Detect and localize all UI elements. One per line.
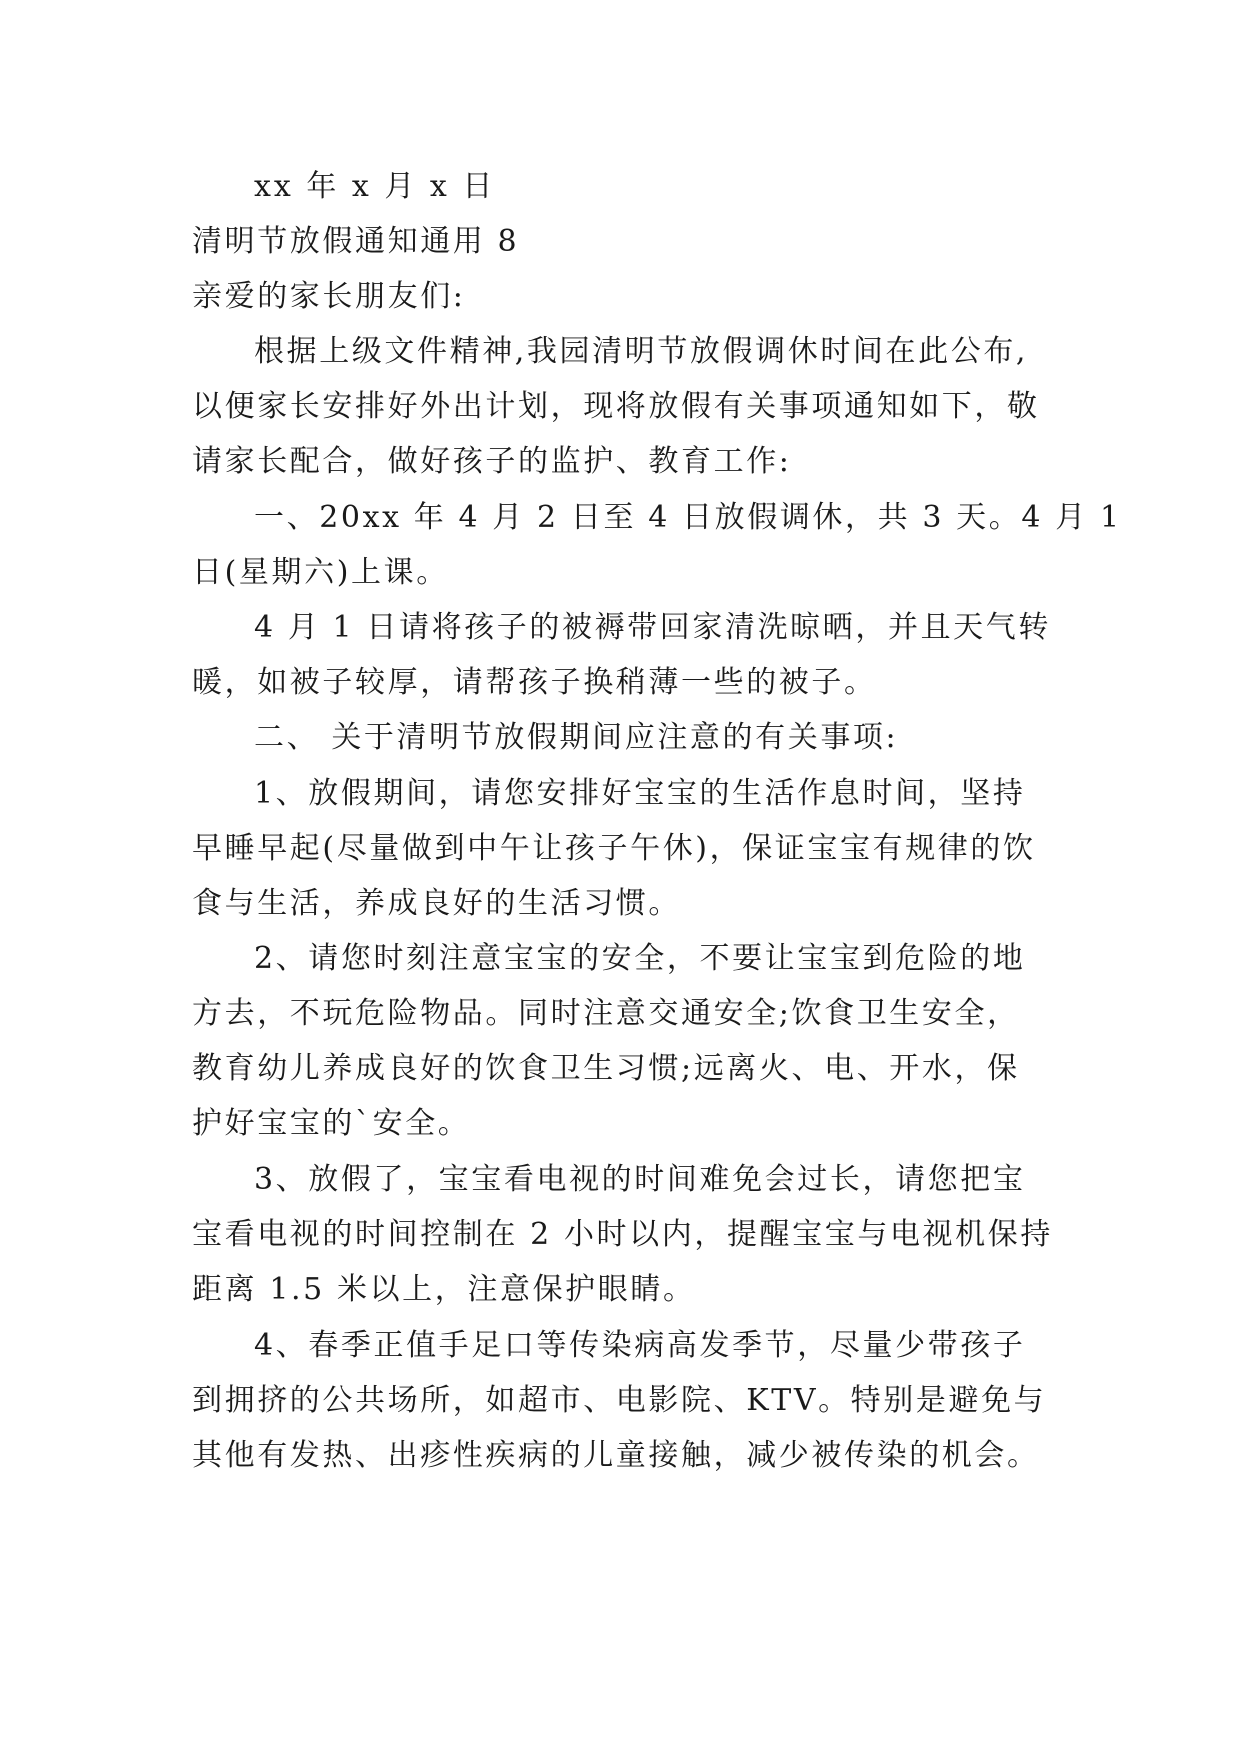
date-line: xx 年 x 月 x 日	[254, 169, 496, 204]
paragraph-line: 食与生活，养成良好的生活习惯。	[192, 886, 681, 921]
paragraph-line: 护好宝宝的`安全。	[192, 1106, 471, 1141]
paragraph-line: 3、放假了，宝宝看电视的时间难免会过长，请您把宝	[254, 1162, 1026, 1197]
paragraph-line: 早睡早起(尽量做到中午让孩子午休)，保证宝宝有规律的饮	[192, 831, 1036, 866]
notice-title: 清明节放假通知通用 8	[192, 224, 520, 259]
paragraph-line: 教育幼儿养成良好的饮食卫生习惯;远离火、电、开水，保	[192, 1051, 1020, 1086]
section-heading: 二、 关于清明节放假期间应注意的有关事项:	[254, 720, 899, 755]
paragraph-line: 暖，如被子较厚，请帮孩子换稍薄一些的被子。	[192, 665, 877, 700]
paragraph-line: 根据上级文件精神,我园清明节放假调休时间在此公布,	[254, 334, 1029, 369]
paragraph-line: 请家长配合，做好孩子的监护、教育工作:	[192, 444, 792, 479]
paragraph-line: 到拥挤的公共场所，如超市、电影院、KTV。特别是避免与	[192, 1383, 1047, 1418]
paragraph-line: 以便家长安排好外出计划，现将放假有关事项通知如下，敬	[192, 389, 1040, 424]
paragraph-line: 日(星期六)上课。	[192, 555, 449, 590]
salutation: 亲爱的家长朋友们:	[192, 279, 466, 314]
paragraph-line: 一、20xx 年 4 月 2 日至 4 日放假调休，共 3 天。4 月 1	[254, 500, 1122, 535]
paragraph-line: 宝看电视的时间控制在 2 小时以内，提醒宝宝与电视机保持	[192, 1217, 1053, 1252]
paragraph-line: 其他有发热、出疹性疾病的儿童接触，减少被传染的机会。	[192, 1438, 1040, 1473]
paragraph-line: 4、春季正值手足口等传染病高发季节，尽量少带孩子	[254, 1328, 1026, 1363]
paragraph-line: 4 月 1 日请将孩子的被褥带回家清洗晾晒，并且天气转	[254, 610, 1051, 645]
paragraph-line: 距离 1.5 米以上，注意保护眼睛。	[192, 1272, 696, 1307]
paragraph-line: 1、放假期间，请您安排好宝宝的生活作息时间，坚持	[254, 776, 1026, 811]
paragraph-line: 2、请您时刻注意宝宝的安全，不要让宝宝到危险的地	[254, 941, 1026, 976]
paragraph-line: 方去，不玩危险物品。同时注意交通安全;饮食卫生安全，	[192, 996, 1020, 1031]
